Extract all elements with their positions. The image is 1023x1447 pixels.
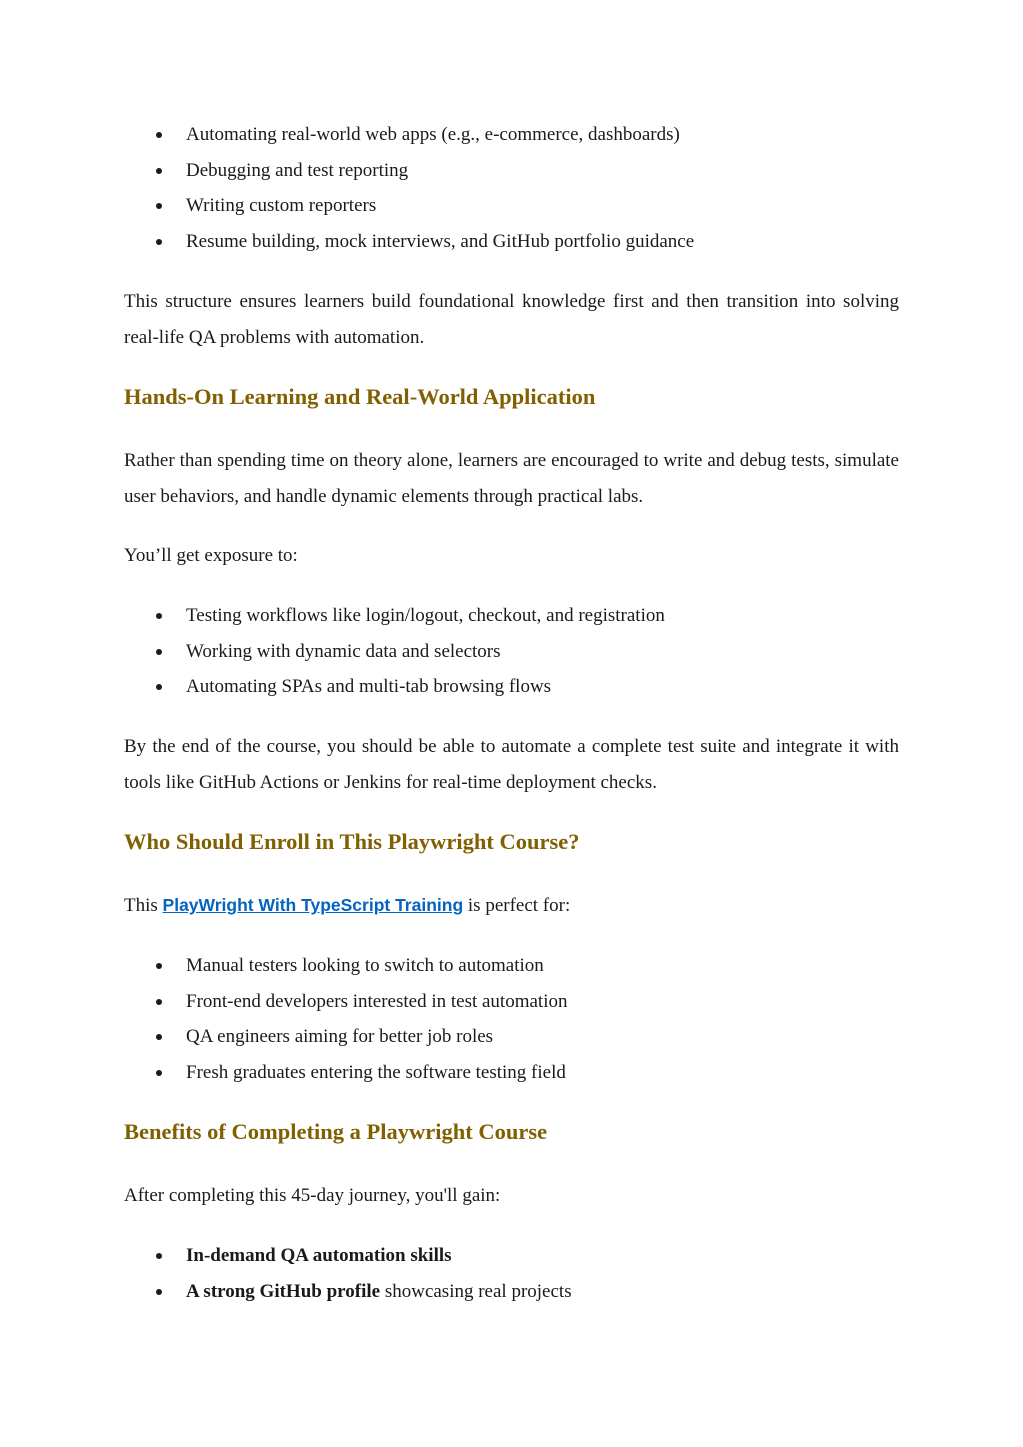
list-item: Working with dynamic data and selectors — [124, 634, 904, 670]
list-item: Testing workflows like login/logout, checkout, and registration — [124, 598, 904, 634]
list-item: In-demand QA automation skills — [124, 1238, 904, 1274]
list-item: Front-end developers interested in test automation — [124, 984, 904, 1020]
bullet-icon — [156, 613, 162, 619]
heading-who-should-enroll: Who Should Enroll in This Playwright Course? — [124, 829, 580, 854]
list-item: QA engineers aiming for better job roles — [124, 1019, 904, 1055]
course-topics-list — [124, 117, 904, 259]
bullet-icon — [156, 168, 162, 174]
structure-paragraph: This structure ensures learners build foundational knowledge first and then transition into solving real-life QA problems with automation. — [124, 291, 899, 348]
exposure-list — [124, 598, 904, 705]
benefits-list — [124, 1238, 904, 1309]
end-of-course-paragraph: By the end of the course, you should be able to automate a complete test suite and integrate it with tools like GitHub Actions or Jenkins for real-time deployment checks. — [124, 736, 899, 793]
list-item: Writing custom reporters — [124, 188, 904, 224]
list-item: Resume building, mock interviews, and GitHub portfolio guidance — [124, 224, 904, 260]
after-completing-paragraph: After completing this 45-day journey, you'll gain: — [124, 1185, 501, 1206]
bullet-icon — [156, 239, 162, 245]
heading-benefits: Benefits of Completing a Playwright Course — [124, 1119, 548, 1144]
rather-paragraph: Rather than spending time on theory alone, learners are encouraged to write and debug tests, simulate user behaviors, and handle dynamic elements through practical labs. — [124, 450, 899, 507]
bullet-icon — [156, 1070, 162, 1076]
heading-hands-on: Hands-On Learning and Real-World Application — [124, 384, 596, 409]
bullet-icon — [156, 999, 162, 1005]
bullet-icon — [156, 649, 162, 655]
bullet-icon — [156, 203, 162, 209]
bullet-icon — [156, 684, 162, 690]
list-item: Debugging and test reporting — [124, 153, 904, 189]
bullet-icon — [156, 1253, 162, 1259]
bullet-icon — [156, 963, 162, 969]
list-item: Fresh graduates entering the software testing field — [124, 1055, 904, 1091]
bullet-icon — [156, 1034, 162, 1040]
perfect-for-paragraph: This PlayWright With TypeScript Training is perfect for: — [124, 895, 571, 916]
list-item: A strong GitHub profile showcasing real projects — [124, 1274, 904, 1310]
list-item: Automating real-world web apps (e.g., e-commerce, dashboards) — [124, 117, 904, 153]
audience-list — [124, 948, 904, 1090]
bullet-icon — [156, 1289, 162, 1295]
training-link[interactable]: PlayWright With TypeScript Training — [162, 895, 464, 915]
bullet-icon — [156, 132, 162, 138]
list-item: Automating SPAs and multi-tab browsing flows — [124, 669, 904, 705]
exposure-paragraph: You’ll get exposure to: — [124, 545, 298, 566]
list-item: Manual testers looking to switch to automation — [124, 948, 904, 984]
